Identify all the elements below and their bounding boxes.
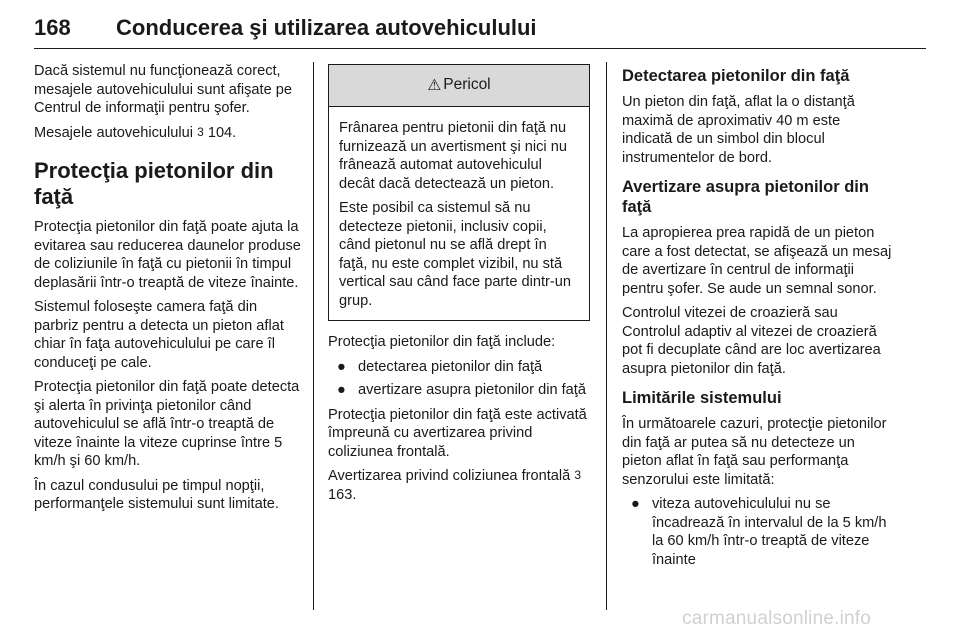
column-divider-2: [606, 62, 607, 610]
warning-paragraph: Frânarea pentru pietonii din faţă nu furnizează un avertisment şi nici nu frânează automat autovehiculul decât dacă detectează un pieton.: [339, 120, 567, 192]
warning-paragraph: Este posibil ca sistemul să nu detecteze pietonii, inclusiv copii, când pietonul nu se află drept în faţă, nu este complet vizibil, nu stă vertical sau când face parte dintr-un grup.: [339, 200, 572, 309]
list-item: [328, 358, 590, 377]
page-number: 168: [34, 15, 71, 40]
subsection-title: Detectarea pietonilor din faţă: [622, 67, 850, 85]
list-item-text: detectarea pietonilor din faţă: [358, 358, 543, 375]
warning-box: [328, 64, 590, 321]
reference-text: Avertizarea privind coliziunea frontală: [328, 468, 571, 484]
list-item: [622, 495, 892, 569]
page-reference-arrow-icon: 3: [574, 468, 582, 482]
watermark: carmanualsonline.info: [682, 608, 872, 629]
paragraph: În cazul condusului pe timpul nopţii, performanţele sistemului sunt limitate.: [34, 477, 279, 512]
subsection-title: Limitările sistemului: [622, 389, 782, 407]
paragraph: În următoarele cazuri, protecţie pietonilor din faţă ar putea să nu detecteze un pieton aflat în faţă sau performanţa senzorului este limitată:: [622, 416, 887, 488]
column-right: [622, 62, 892, 575]
includes-intro: Protecţia pietonilor din faţă include:: [328, 334, 556, 350]
includes-list: [328, 358, 590, 400]
page-reference-arrow-icon: 3: [197, 124, 204, 139]
reference-page: 104.: [207, 124, 237, 141]
paragraph: Protecţia pietonilor din faţă poate ajuta la evitarea sau reducerea daunelor produse de coliziunile în faţă cu pietonii în timpul deplasării într-o treaptă de viteze înainte.: [34, 219, 301, 291]
paragraph: Protecţia pietonilor din faţă este activată împreună cu avertizarea privind coliziunea frontală.: [328, 406, 587, 460]
list-item-text: avertizare asupra pietonilor din faţă: [358, 382, 586, 398]
paragraph: Un pieton din faţă, aflat la o distanţă maximă de aproximativ 40 m este indicată de un simbol din blocul instrumentelor de bord.: [622, 94, 855, 166]
subsection-title: Avertizare asupra pietonilor din faţă: [622, 178, 869, 216]
column-left: [34, 62, 302, 520]
intro-paragraph: Dacă sistemul nu funcţionează corect, mesajele autovehiculului sunt afişate pe Centrul de informaţii pentru şofer.: [34, 63, 292, 116]
column-divider-1: [313, 62, 314, 610]
list-item: [328, 381, 590, 400]
column-middle: [328, 62, 590, 510]
paragraph: La apropierea prea rapidă de un pieton care a fost detectat, se afişează un mesaj de avertizare în centrul de informaţii pentru şofer. Se aude un semnal sonor.: [622, 225, 892, 297]
bullet-icon: ●: [337, 382, 346, 398]
collision-reference: [328, 467, 590, 504]
page-header: [34, 14, 926, 49]
paragraph: Protecţia pietonilor din faţă poate detecta şi alerta în privinţa pietonilor când autovehiculul se află într-o treaptă de viteze înainte la viteze cuprinse între 5 km/h şi 60 km/h.: [34, 379, 300, 469]
bullet-icon: ●: [337, 358, 346, 375]
warning-body: [329, 107, 589, 320]
messages-reference: [34, 124, 302, 143]
warning-triangle-icon: ⚠: [427, 77, 442, 95]
bullet-icon: ●: [631, 496, 640, 512]
list-item-text: viteza autovehiculului nu se încadrează în intervalul de la 5 km/h la 60 km/h într-o treaptă de viteze înainte: [652, 496, 887, 568]
paragraph: Controlul vitezei de croazieră sau Controlul adaptiv al vitezei de croazieră pot fi decuplate când are loc avertizarea asupra pietonilor din faţă.: [622, 305, 881, 377]
paragraph: Sistemul foloseşte camera faţă din parbriz pentru a detecta un pieton aflat chiar în faţa autovehiculului pe care îl conduceţi pe cale.: [34, 299, 284, 371]
limits-list: [622, 495, 892, 569]
reference-text: Mesajele autovehiculului: [34, 124, 194, 141]
section-title: Protecţia pietonilor din faţă: [34, 158, 274, 209]
page-title: Conducerea şi utilizarea autovehiculului: [116, 15, 537, 40]
reference-page: 163.: [328, 486, 357, 503]
warning-header: [329, 65, 589, 107]
warning-title: Pericol: [443, 76, 491, 94]
